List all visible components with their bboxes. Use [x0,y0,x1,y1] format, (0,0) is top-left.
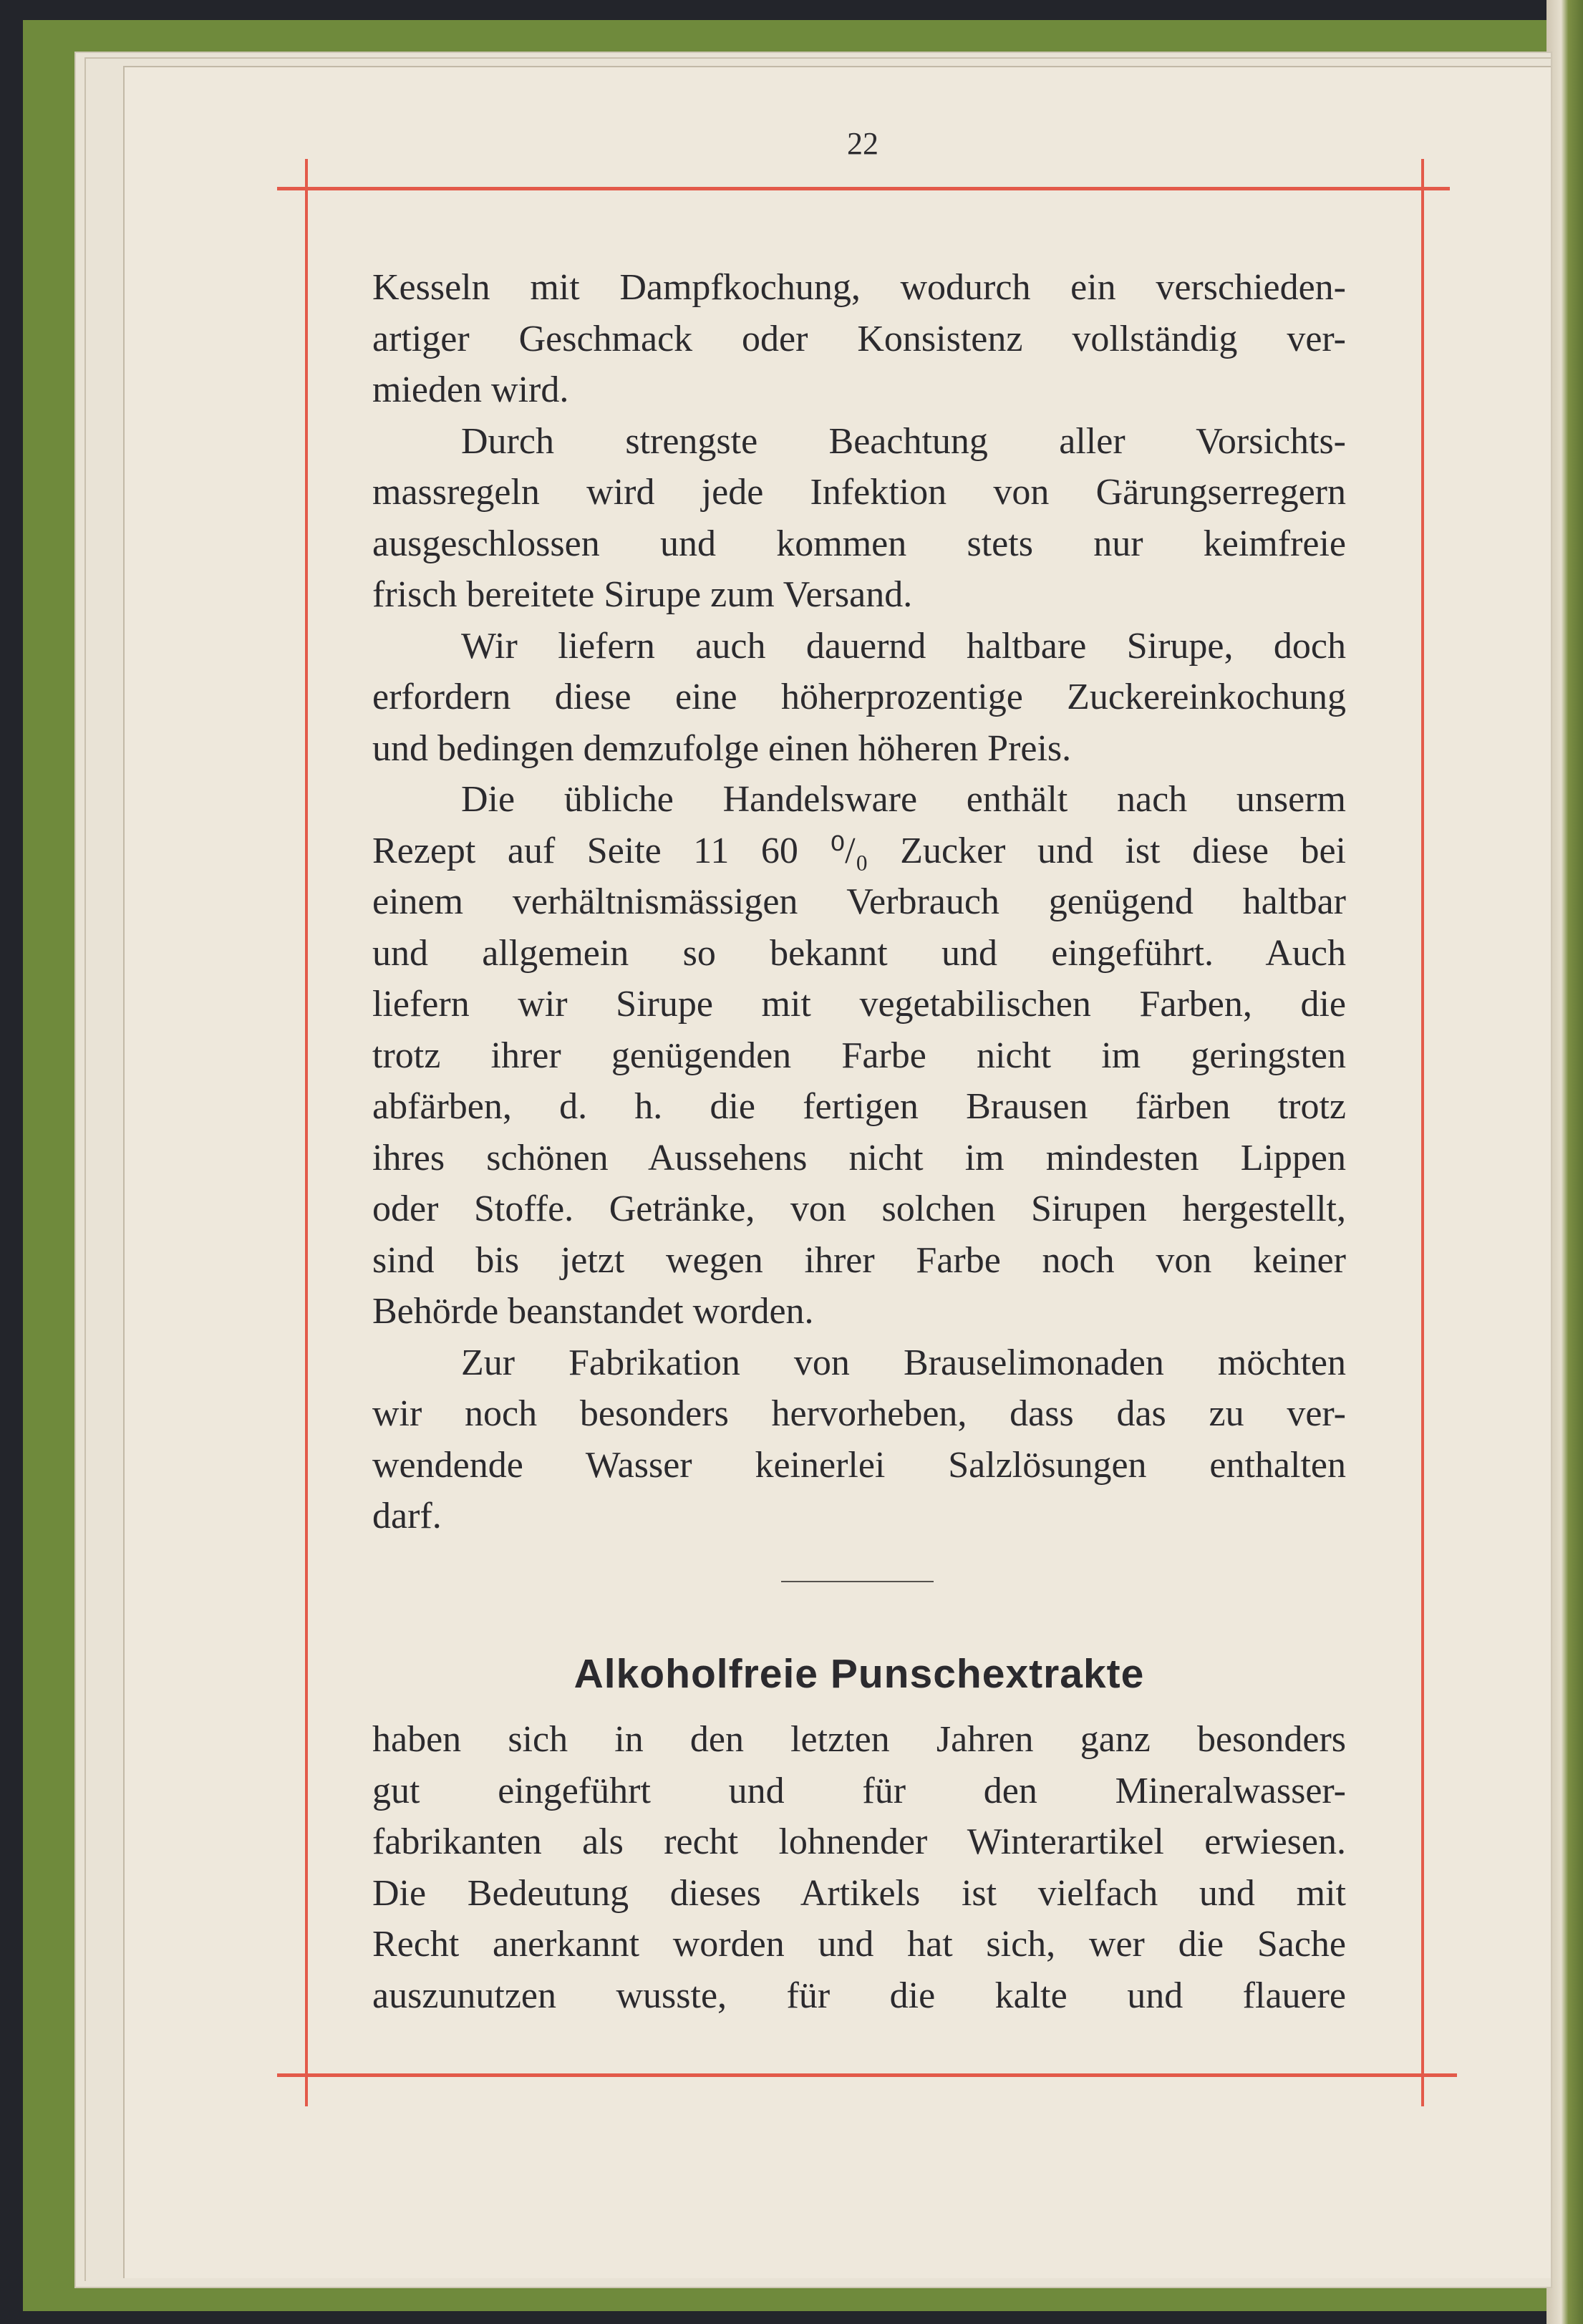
text-line: artiger Geschmack oder Konsistenz vollständig ver- [372,318,1346,359]
text-line: Die Bedeutung dieses Artikels ist vielfach und mit [372,1872,1346,1914]
text-line: liefern wir Sirupe mit vegetabilischen Farben, die [372,984,1346,1025]
text-line: ihres schönen Aussehens nicht im mindesten Lippen [372,1137,1346,1178]
text-line: und allgemein so bekannt und eingeführt. Auch [372,932,1346,974]
text-line: abfärben, d. h. die fertigen Brausen färben trotz [372,1086,1346,1127]
text-line: erfordern diese eine höherprozentige Zuckereinkochung [372,677,1346,717]
section-divider [781,1581,934,1582]
text-line: Recht anerkannt worden und hat sich, wer die Sache [372,1924,1346,1965]
frame-bottom-line [277,2073,1457,2077]
text-line: darf. [372,1496,442,1536]
text-line: und bedingen demzufolge einen höheren Preis. [372,727,1072,769]
section-heading: Alkoholfreie Punschextrakte [573,1651,1145,1697]
text-line: frisch bereitete Sirupe zum Versand. [372,574,913,615]
text-line: Kesseln mit Dampfkochung, wodurch ein verschieden- [372,267,1346,308]
frame-top-line [277,187,1450,190]
text-line: Behörde beanstandet worden. [372,1291,814,1332]
text-line: wendende Wasser keinerlei Salzlösungen enthalten [372,1444,1346,1486]
text-line: haben sich in den letzten Jahren ganz besonders [372,1719,1346,1760]
text-line: mieden wird. [372,369,569,410]
page-number: 22 [847,126,878,161]
text-line: Wir liefern auch dauernd haltbare Sirupe, doch [461,625,1346,667]
frame-left-line [305,159,308,2106]
text-line: Die übliche Handelsware enthält nach unserm [461,779,1346,820]
text-line: sind bis jetzt wegen ihrer Farbe noch von keiner [372,1239,1346,1281]
text-line: ausgeschlossen und kommen stets nur keimfreie [372,523,1346,564]
text-line: gut eingeführt und für den Mineralwasser- [372,1770,1346,1811]
text-line: auszunutzen wusste, für die kalte und flauere [372,1975,1346,2016]
text-line: wir noch besonders hervorheben, dass das zu ver- [372,1393,1346,1434]
frame-right-line [1421,159,1424,2106]
text-line: trotz ihrer genügenden Farbe nicht im geringsten [372,1035,1346,1076]
text-line: fabrikanten als recht lohnender Winterartikel erwiesen. [372,1821,1346,1862]
text-line: oder Stoffe. Getränke, von solchen Sirupen hergestellt, [372,1188,1346,1229]
text-line: Rezept auf Seite 11 60 ⁰/₀ Zucker und ist diese bei [372,830,1346,871]
text-line: einem verhältnismässigen Verbrauch genügend haltbar [372,881,1346,922]
text-line: massregeln wird jede Infektion von Gärungserregern [372,472,1346,513]
text-line: Zur Fabrikation von Brauselimonaden möchten [461,1342,1346,1383]
text-line: Durch strengste Beachtung aller Vorsichts- [461,420,1346,462]
